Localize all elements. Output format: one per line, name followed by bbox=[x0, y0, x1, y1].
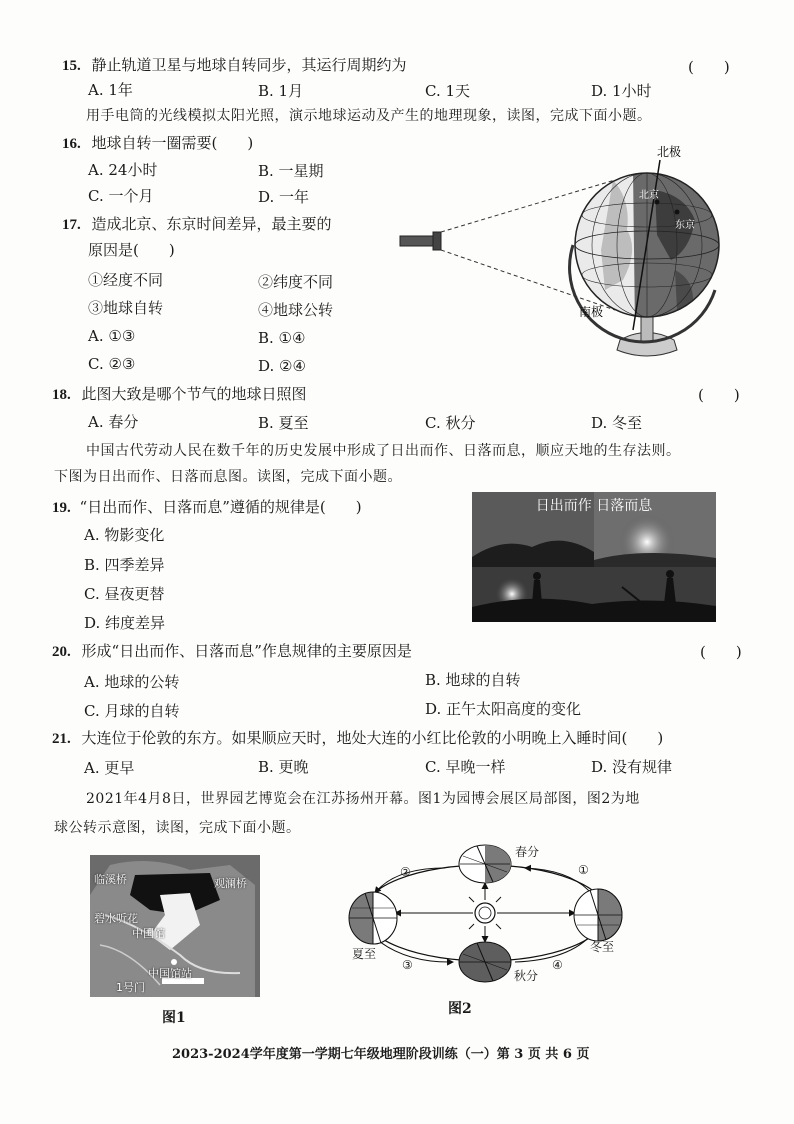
q21-option-a: A. 更早 bbox=[84, 759, 135, 777]
q19-number: 19. bbox=[52, 500, 71, 516]
q15-option-d: D. 1小时 bbox=[591, 82, 652, 100]
label-spring-equinox: 春分 bbox=[515, 845, 540, 859]
q20-option-a: A. 地球的公转 bbox=[84, 673, 180, 691]
q18-option-b: B. 夏至 bbox=[258, 414, 309, 432]
q20-stem: 形成“日出而作、日落而息”作息规律的主要原因是 bbox=[81, 642, 412, 660]
q18-option-a: A. 春分 bbox=[88, 413, 139, 431]
globe-flashlight-figure bbox=[395, 140, 725, 372]
intro-sunrise-line2: 下图为日出而作、日落而息图。读图，完成下面小题。 bbox=[54, 469, 402, 485]
q17-number: 17. bbox=[62, 217, 81, 233]
q20-option-b: B. 地球的自转 bbox=[425, 671, 521, 689]
intro-expo-line1: 2021年4月8日，世界园艺博览会在江苏扬州开幕。图1为园博会展区局部图，图2为地 bbox=[86, 791, 640, 807]
intro-sunrise-line1: 中国古代劳动人民在数千年的历史发展中形成了日出而作、日落而息，顺应天地的生存法则。 bbox=[86, 443, 681, 459]
q19-stem: “日出而作、日落而息”遵循的规律是( ) bbox=[79, 498, 362, 516]
q17-stem-row bbox=[62, 214, 332, 235]
orbit-number-4: ④ bbox=[552, 958, 563, 972]
map-label-bishui-tinghua: 碧水听花 bbox=[94, 912, 138, 925]
q19-option-c: C. 昼夜更替 bbox=[84, 585, 165, 603]
earth-summer-solstice bbox=[349, 892, 397, 944]
q15-option-c: C. 1天 bbox=[425, 82, 471, 100]
orbit-number-2: ② bbox=[400, 865, 411, 879]
orbit-number-3: ③ bbox=[402, 958, 413, 972]
intro-flashlight: 用手电筒的光线模拟太阳光照，演示地球运动及产生的地理现象，读图，完成下面小题。 bbox=[86, 108, 652, 124]
q18-answer-paren: ( ) bbox=[698, 386, 740, 404]
flashlight-icon bbox=[400, 236, 436, 246]
q19-option-b: B. 四季差异 bbox=[84, 556, 165, 574]
intro-expo-line2: 球公转示意图，读图，完成下面小题。 bbox=[54, 820, 301, 836]
map-label-china-pavilion: 中国馆 bbox=[132, 927, 165, 940]
label-summer-solstice: 夏至 bbox=[352, 947, 377, 961]
q17-stem-line1: 造成北京、东京时间差异，最主要的 bbox=[91, 215, 332, 233]
q21-option-d: D. 没有规律 bbox=[591, 758, 673, 776]
north-pole-label: 北极 bbox=[657, 145, 682, 159]
q18-number: 18. bbox=[52, 387, 71, 403]
sunrise-sunset-photo bbox=[472, 492, 716, 622]
orbit-number-1: ① bbox=[578, 863, 589, 877]
q17-item-3: ③地球自转 bbox=[88, 299, 164, 317]
earth-orbit-diagram bbox=[335, 838, 635, 998]
earth-winter-solstice bbox=[574, 889, 622, 941]
tokyo-label: 东京 bbox=[675, 220, 695, 231]
label-autumn-equinox: 秋分 bbox=[514, 969, 539, 983]
page-footer: 2023-2024学年度第一学期七年级地理阶段训练（一）第 3 页 共 6 页 bbox=[172, 1047, 590, 1062]
figure2-caption: 图2 bbox=[448, 1001, 472, 1017]
q16-number: 16. bbox=[62, 136, 81, 152]
q21-stem-row bbox=[52, 728, 663, 749]
q21-option-b: B. 更晚 bbox=[258, 758, 309, 776]
q16-option-a: A. 24小时 bbox=[88, 161, 158, 179]
q18-option-c: C. 秋分 bbox=[425, 414, 476, 432]
map-label-guanlan-bridge: 观澜桥 bbox=[214, 877, 247, 890]
q21-stem: 大连位于伦敦的东方。如果顺应天时，地处大连的小红比伦敦的小明晚上入睡时间( ) bbox=[81, 729, 664, 747]
q15-stem: 静止轨道卫星与地球自转同步，其运行周期约为 bbox=[91, 56, 407, 74]
q21-number: 21. bbox=[52, 731, 71, 747]
q17-option-b: B. ①④ bbox=[258, 329, 306, 347]
map-label-china-pavilion-station: 中国馆站 bbox=[148, 967, 192, 980]
q18-stem-row bbox=[52, 384, 307, 405]
beijing-label: 北京 bbox=[639, 190, 659, 201]
q17-option-d: D. ②④ bbox=[258, 357, 306, 375]
q18-stem: 此图大致是哪个节气的地球日照图 bbox=[81, 385, 307, 403]
expo-map-figure bbox=[90, 855, 260, 997]
q16-stem: 地球自转一圈需要( ) bbox=[91, 134, 254, 152]
earth-spring-equinox bbox=[459, 845, 511, 883]
q15-option-a: A. 1年 bbox=[88, 81, 133, 99]
tokyo-dot bbox=[675, 210, 680, 215]
q15-stem-row bbox=[62, 55, 407, 76]
q15-number: 15. bbox=[62, 58, 81, 74]
q17-stem-line2: 原因是( ) bbox=[88, 241, 175, 259]
label-winter-solstice: 冬至 bbox=[590, 940, 615, 954]
q20-answer-paren: ( ) bbox=[700, 643, 742, 661]
q15-answer-paren: ( ) bbox=[688, 58, 730, 76]
q16-option-c: C. 一个月 bbox=[88, 187, 154, 205]
q16-option-b: B. 一星期 bbox=[258, 162, 324, 180]
q20-stem-row bbox=[52, 641, 412, 662]
q15-option-b: B. 1月 bbox=[258, 82, 304, 100]
q17-item-4: ④地球公转 bbox=[258, 301, 334, 319]
map-label-linxi-bridge: 临溪桥 bbox=[94, 873, 127, 886]
figure1-caption: 图1 bbox=[162, 1010, 186, 1026]
q19-option-d: D. 纬度差异 bbox=[84, 614, 166, 632]
q17-option-a: A. ①③ bbox=[88, 327, 136, 345]
q20-number: 20. bbox=[52, 644, 71, 660]
q19-stem-row bbox=[52, 497, 362, 518]
earth-autumn-equinox bbox=[459, 942, 511, 982]
q17-option-c: C. ②③ bbox=[88, 355, 136, 373]
photo-title: 日出而作 日落而息 bbox=[535, 498, 653, 514]
south-pole-label: 南极 bbox=[579, 305, 604, 319]
q18-option-d: D. 冬至 bbox=[591, 414, 643, 432]
q17-item-2: ②纬度不同 bbox=[258, 273, 334, 291]
q16-option-d: D. 一年 bbox=[258, 188, 310, 206]
q16-stem-row bbox=[62, 133, 253, 154]
q17-item-1: ①经度不同 bbox=[88, 271, 164, 289]
q20-option-c: C. 月球的自转 bbox=[84, 702, 180, 720]
q21-option-c: C. 早晚一样 bbox=[425, 758, 506, 776]
q20-option-d: D. 正午太阳高度的变化 bbox=[425, 700, 582, 718]
map-label-gate-1: 1号门 bbox=[116, 981, 145, 994]
q19-option-a: A. 物影变化 bbox=[84, 526, 165, 544]
